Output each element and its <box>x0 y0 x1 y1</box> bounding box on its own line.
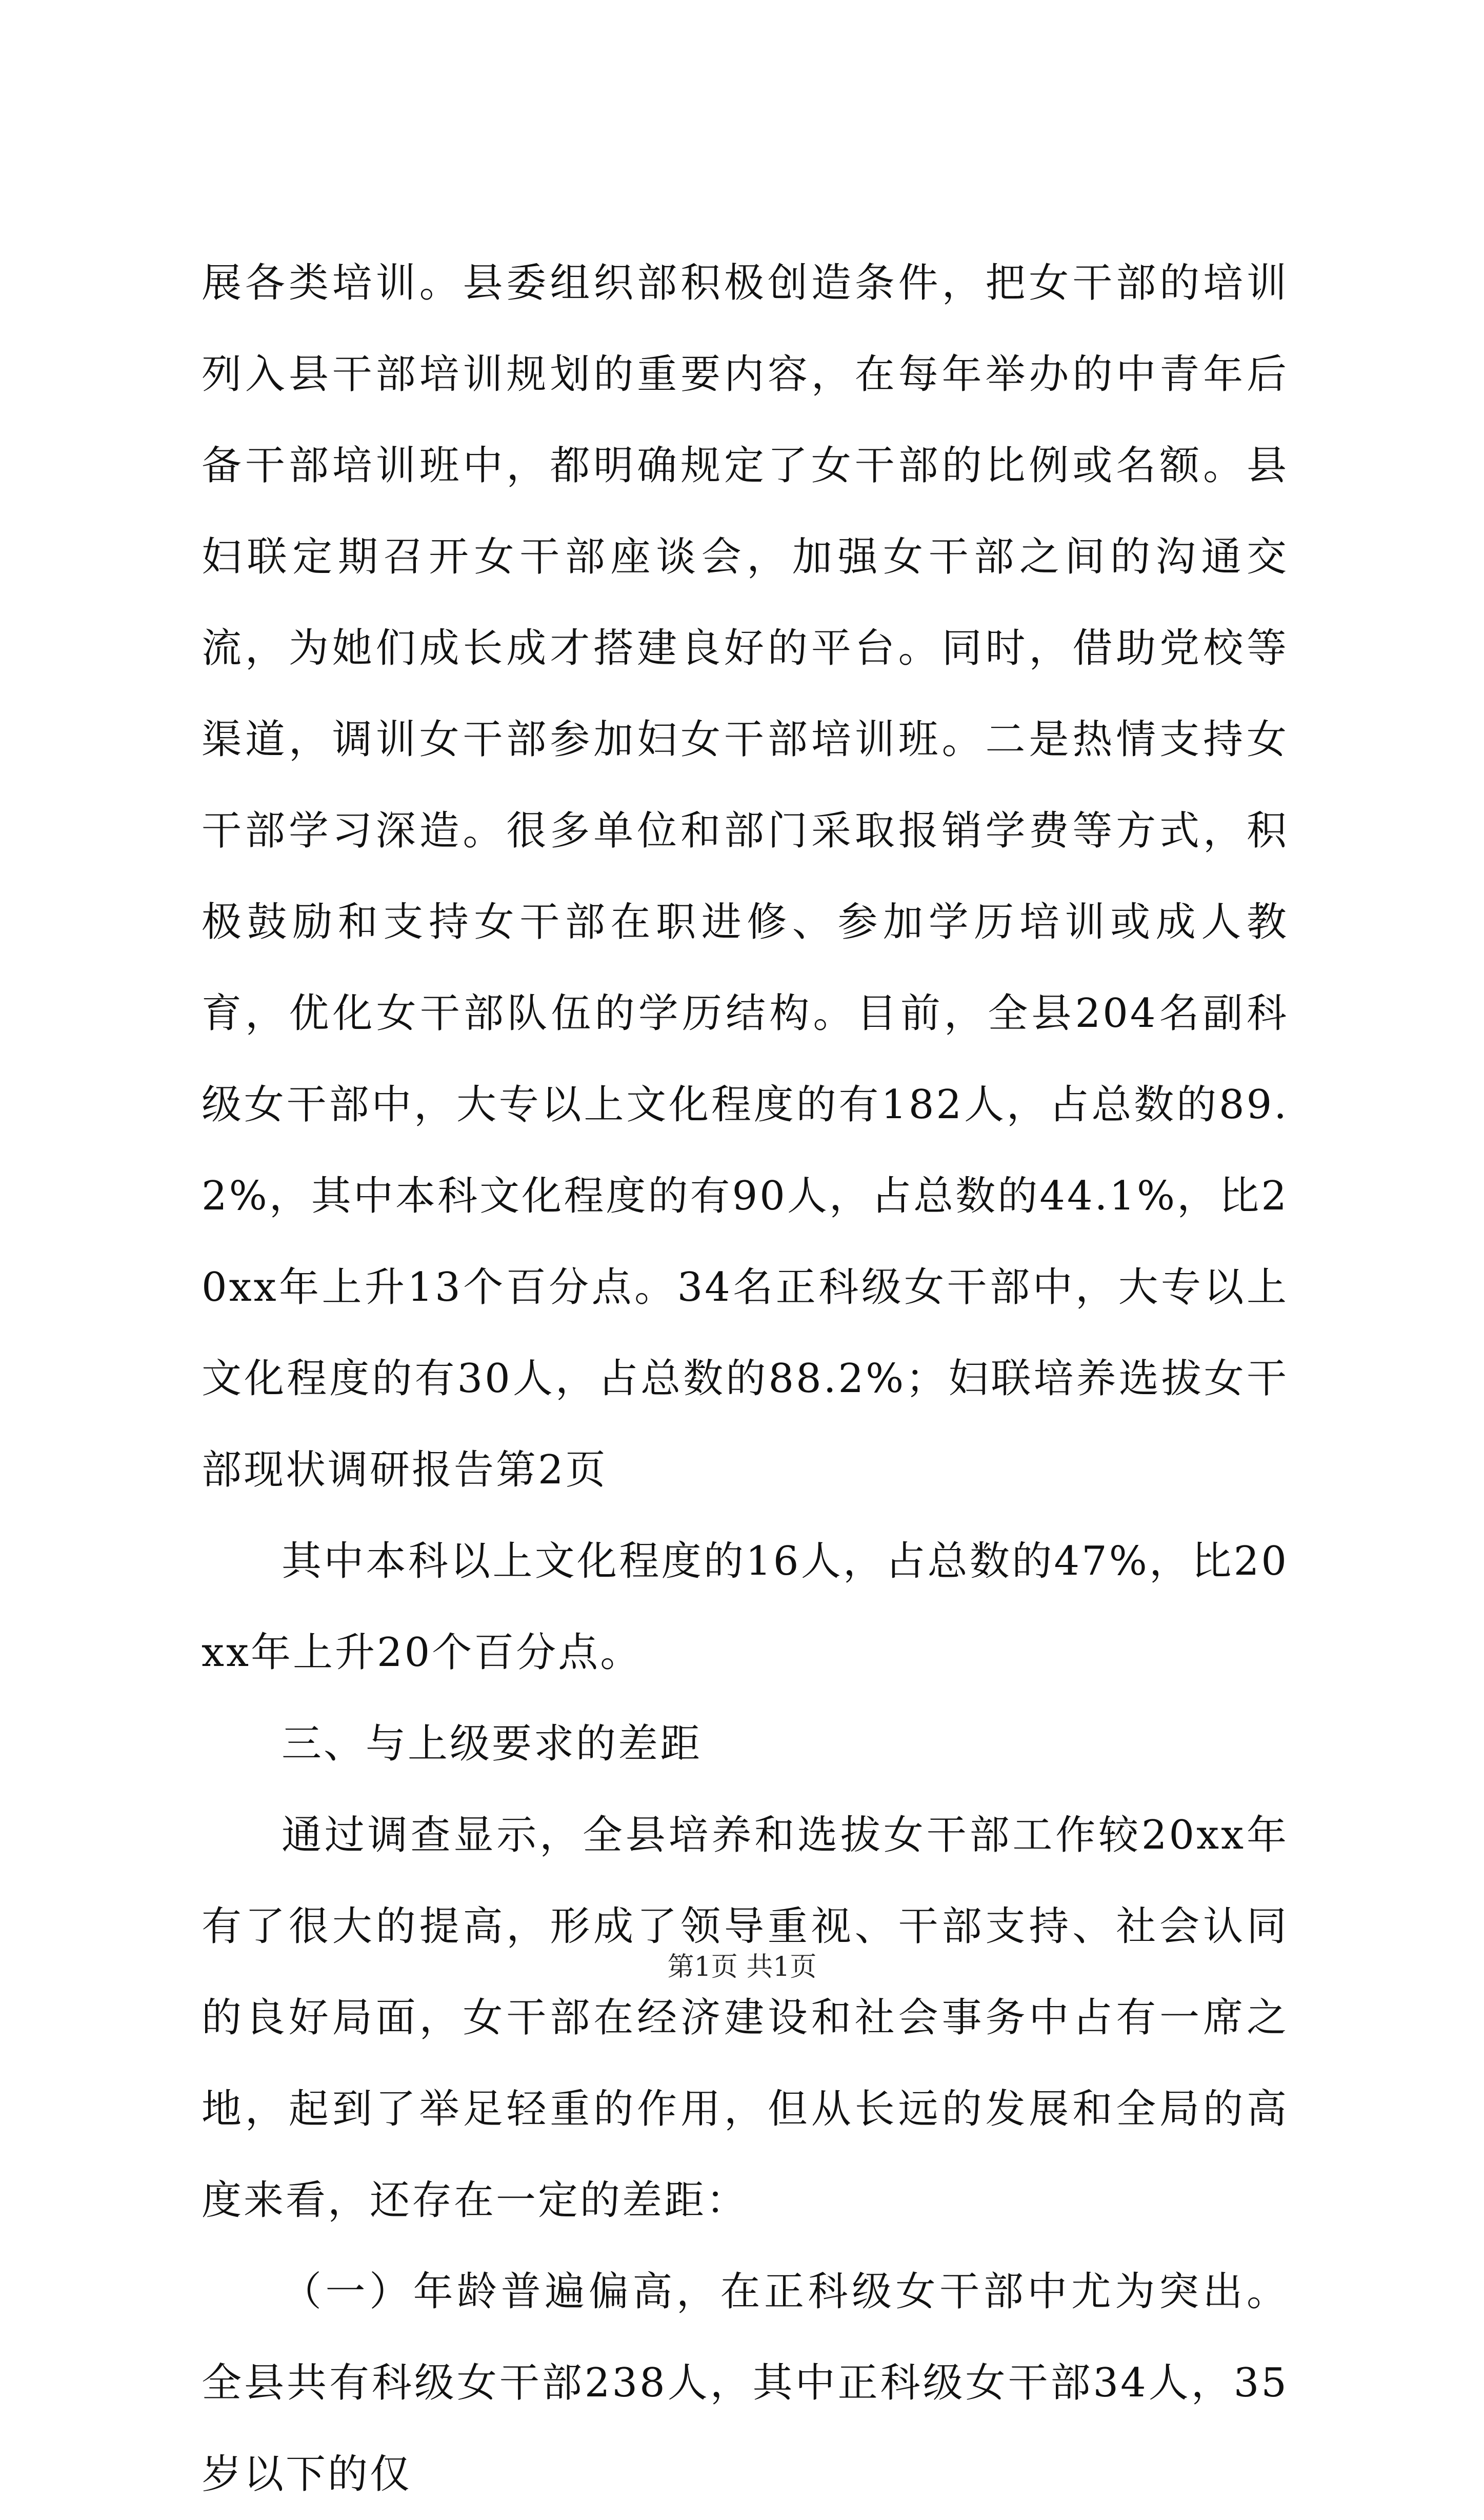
paragraph-training: 展各类培训。县委组织部积极创造条件，把女干部的培训列入县干部培训规划的重要内容，在每年举办的中青年后备干部培训班中，都明确规定了女干部的比例或名额。县妇联定期召开女干部座谈会，加强女干部之间的沟通交流，为她们成长成才搭建良好的平台。同时，借助党校等渠道，调训女干部参加妇女干部培训班。二是热情支持女干部学习深造。很多单位和部门采取报销学费等方式，积极鼓励和支持女干部在职进修、参加学历培训或成人教育，优化女干部队伍的学历结构。目前，全县204名副科级女干部中，大专以上文化程度的有182人，占总数的89.2%，其中本科文化程度的有90人，占总数的44.1%，比20xx年上升13个百分点。34名正科级女干部中，大专以上文化程度的有30人，占总数的88.2%；妇联培养选拔女干部现状调研报告第2页 <box>202 260 1289 1493</box>
document-body <box>202 237 1289 2520</box>
page-footer: 第1页 共1页 <box>667 1952 817 1982</box>
paragraph-undergraduate: 其中本科以上文化程度的16人，占总数的47%，比20xx年上升20个百分点。 <box>202 1538 1289 1676</box>
paragraph-age: （一）年龄普遍偏高，在正科级女干部中尤为突出。全县共有科级女干部238人，其中正科级女干部34人，35岁以下的仅 <box>202 2269 1289 2497</box>
section-heading-gap: 三、与上级要求的差距 <box>282 1721 703 1767</box>
paragraph-survey: 通过调查显示，全县培养和选拔女干部工作较20xx年有了很大的提高，形成了领导重视、干部支持、社会认同的良好局面，女干部在经济建设和社会事务中占有一席之地，起到了举足轻重的作用，但从长远的发展和全局的高度来看，还存在一定的差距： <box>202 1812 1289 2224</box>
